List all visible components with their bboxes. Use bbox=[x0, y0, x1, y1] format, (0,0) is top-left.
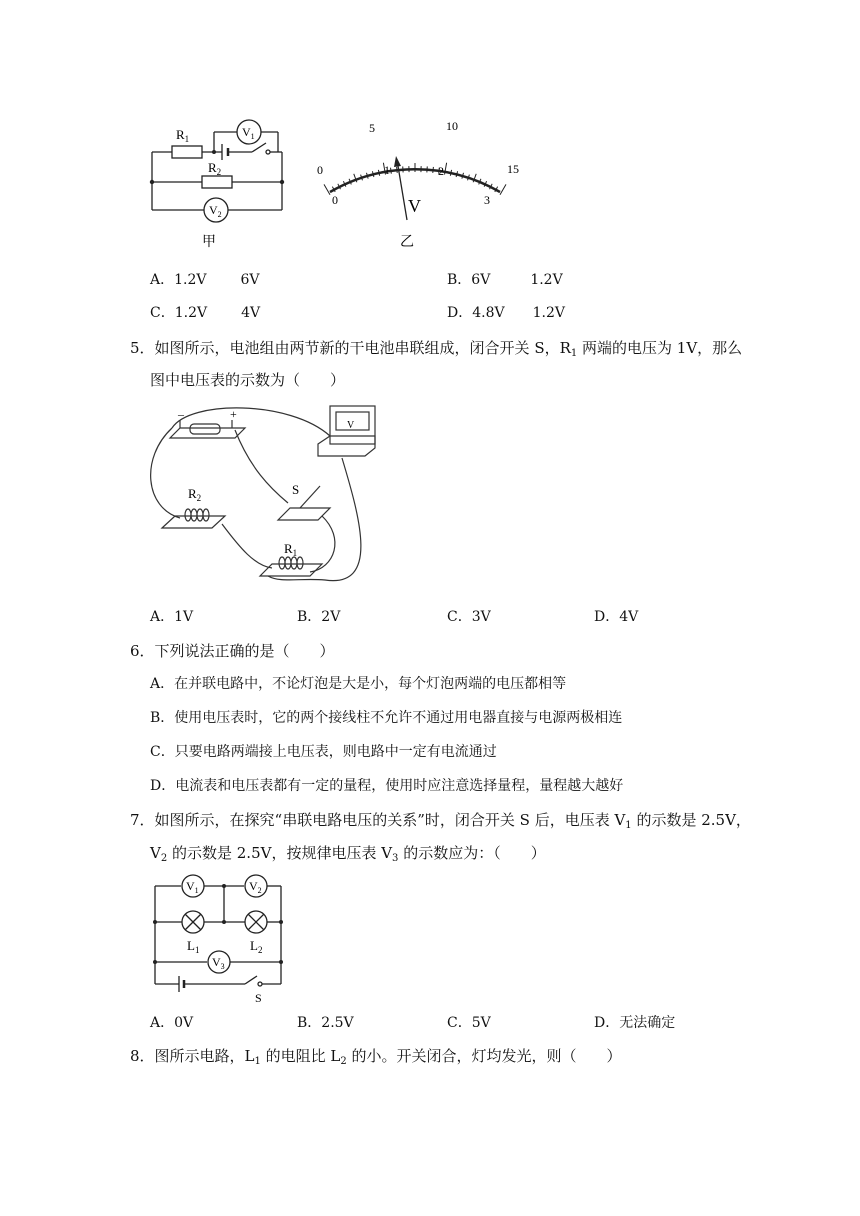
q7-option-a[interactable]: A．0V bbox=[150, 1015, 194, 1031]
bottom-scale-0: 0 bbox=[332, 193, 338, 207]
q5-stem-line1: 5．如图所示，电池组由两节新的干电池串联组成，闭合开关 S，$R_1$ 两端的电压为 1V，那么 bbox=[130, 339, 743, 359]
q7-stem-line1: 7．如图所示，在探究“串联电路电压的关系”时，闭合开关 S 后，电压表 $V_1$ 的示数是 2.5V， bbox=[130, 811, 751, 831]
bottom-scale-1: 1 bbox=[384, 163, 390, 177]
q4-circuit-jia bbox=[140, 112, 300, 257]
meter-label: V bbox=[347, 420, 355, 431]
q4-option-c[interactable] bbox=[150, 303, 260, 323]
q5-option-d[interactable]: D．4V bbox=[594, 609, 639, 625]
switch-label: S bbox=[292, 482, 300, 497]
dial-tick bbox=[372, 171, 373, 177]
q4-option-b[interactable] bbox=[447, 270, 563, 290]
bottom-scale-2: 2 bbox=[438, 164, 444, 178]
dial-tick bbox=[378, 170, 379, 176]
q5-option-b[interactable]: B．2V bbox=[297, 609, 341, 625]
caption-yi: 乙 bbox=[400, 234, 414, 250]
r2-label: $R_2$ bbox=[188, 486, 202, 503]
q5-option-c[interactable]: C．3V bbox=[447, 609, 491, 625]
option-value-1: 4.8V bbox=[472, 305, 505, 321]
q6-option-b[interactable]: B．使用电压表时，它的两个接线柱不允许不通过用电器直接与电源两极相连 bbox=[150, 710, 623, 726]
q7-circuit bbox=[145, 872, 295, 1004]
q4-voltmeter-dial bbox=[300, 112, 530, 252]
l1-label: $L_1$ bbox=[187, 938, 200, 955]
dial-tick bbox=[391, 168, 392, 174]
dial-tick bbox=[397, 167, 398, 173]
v1-label: $V_1$ bbox=[186, 879, 199, 895]
option-value-2: 6V bbox=[240, 272, 260, 288]
top-scale-15: 15 bbox=[507, 162, 519, 176]
q7-option-b[interactable]: B．2.5V bbox=[297, 1015, 354, 1031]
dial-tick bbox=[324, 184, 330, 194]
r2-label: $R_2$ bbox=[208, 160, 222, 177]
option-value-1: 6V bbox=[471, 272, 491, 288]
dial-tick bbox=[500, 184, 506, 194]
r1-label: $R_1$ bbox=[176, 127, 190, 144]
q6-option-d[interactable]: D．电流表和电压表都有一定的量程，使用时应注意选择量程，量程越大越好 bbox=[150, 778, 624, 794]
q5-option-a[interactable]: A．1V bbox=[150, 609, 194, 625]
option-value-2: 1.2V bbox=[530, 272, 563, 288]
bottom-scale-3: 3 bbox=[484, 193, 490, 207]
q8-stem: 8．图所示电路，$L_1$ 的电阻比 $L_2$ 的小。开关闭合，灯均发光，则（ ） bbox=[130, 1047, 622, 1067]
v3-label: $V_3$ bbox=[212, 955, 225, 971]
q4-option-a[interactable] bbox=[150, 270, 260, 290]
dial-tick bbox=[450, 170, 451, 176]
q5-stem-line2: 图中电压表的示数为（ ） bbox=[150, 371, 346, 389]
dial-tick bbox=[433, 167, 434, 173]
option-value-1: 1.2V bbox=[174, 272, 207, 288]
q6-stem: 6．下列说法正确的是（ ） bbox=[130, 642, 335, 660]
battery-plus: + bbox=[230, 407, 237, 421]
option-letter: B． bbox=[447, 272, 472, 288]
dial-tick bbox=[456, 171, 457, 177]
v2-label: $V_2$ bbox=[249, 879, 262, 895]
top-scale-0: 0 bbox=[317, 163, 323, 177]
switch-label: S bbox=[255, 991, 262, 1004]
v2-label: $V_2$ bbox=[209, 203, 222, 219]
option-value-2: 1.2V bbox=[532, 305, 565, 321]
top-scale-10: 10 bbox=[446, 119, 458, 133]
r1-label: $R_1$ bbox=[284, 541, 298, 558]
top-scale-5: 5 bbox=[369, 121, 375, 135]
q7-option-c[interactable]: C．5V bbox=[447, 1015, 491, 1031]
q7-option-d[interactable]: D．无法确定 bbox=[594, 1015, 676, 1031]
option-letter: D． bbox=[447, 305, 473, 321]
q5-circuit-photo bbox=[150, 398, 390, 598]
q6-option-a[interactable]: A．在并联电路中，不论灯泡是大是小，每个灯泡两端的电压都相等 bbox=[150, 676, 567, 692]
option-letter: C． bbox=[150, 305, 175, 321]
q6-option-c[interactable]: C．只要电路两端接上电压表，则电路中一定有电流通过 bbox=[150, 744, 497, 760]
caption-jia: 甲 bbox=[202, 234, 216, 250]
l2-label: $L_2$ bbox=[250, 938, 263, 955]
option-value-2: 4V bbox=[241, 305, 261, 321]
q7-stem-line2: $V_2$ 的示数是 2.5V，按规律电压表 $V_3$ 的示数应为：（ ） bbox=[150, 844, 546, 864]
v1-label: $V_1$ bbox=[242, 125, 255, 141]
q4-option-d[interactable] bbox=[447, 303, 565, 323]
battery-minus: – bbox=[178, 407, 184, 421]
dial-unit: V bbox=[408, 196, 421, 216]
option-letter: A． bbox=[150, 272, 175, 288]
option-value-1: 1.2V bbox=[174, 305, 208, 321]
